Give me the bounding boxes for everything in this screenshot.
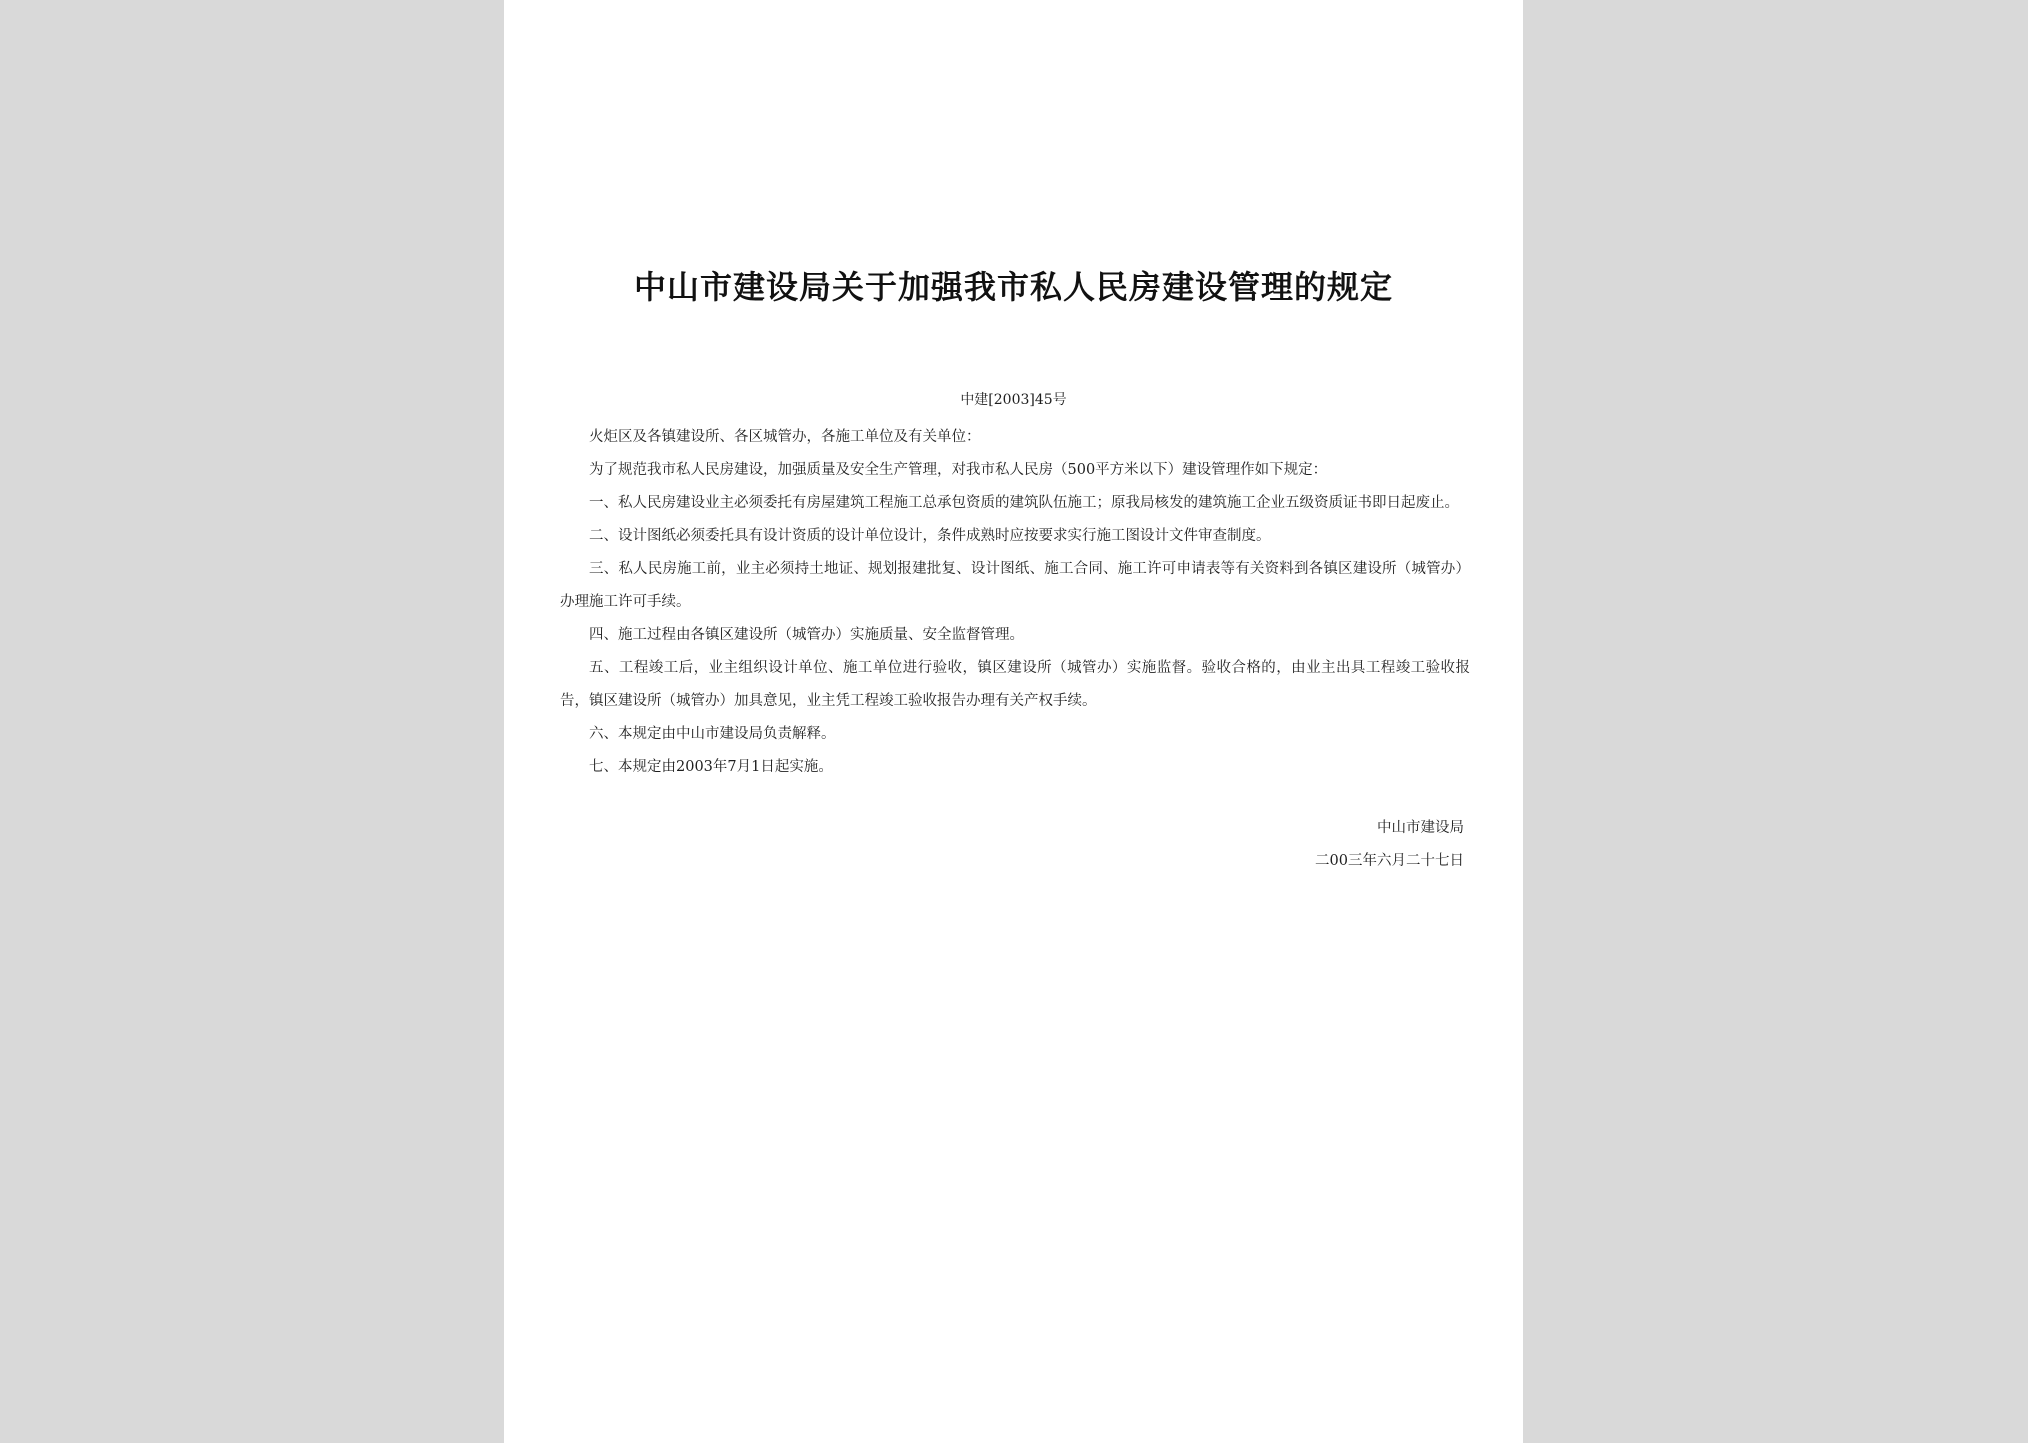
clause-3-paragraph: 三、私人民房施工前，业主必须持土地证、规划报建批复、设计图纸、施工合同、施工许可申请表等有关资料到各镇区建设所（城管办）办理施工许可手续。	[560, 561, 1470, 610]
clause-2-paragraph: 二、设计图纸必须委托具有设计资质的设计单位设计，条件成熟时应按要求实行施工图设计文件审查制度。	[589, 528, 1271, 544]
clause-4-paragraph: 四、施工过程由各镇区建设所（城管办）实施质量、安全监督管理。	[589, 627, 1024, 643]
document-body	[560, 421, 1470, 784]
document-number: 中建[2003]45号	[960, 392, 1067, 408]
issuer-name: 中山市建设局	[1377, 820, 1464, 836]
clause-6-paragraph: 六、本规定由中山市建设局负责解释。	[589, 726, 836, 742]
signature-block	[1315, 812, 1464, 878]
clause-1-paragraph: 一、私人民房建设业主必须委托有房屋建筑工程施工总承包资质的建筑队伍施工；原我局核发的建筑施工企业五级资质证书即日起废止。	[589, 495, 1459, 511]
document-title: 中山市建设局关于加强我市私人民房建设管理的规定	[633, 268, 1393, 306]
clause-7-paragraph: 七、本规定由2003年7月1日起实施。	[589, 759, 833, 775]
document-page	[504, 0, 1523, 1443]
salutation-paragraph: 火炬区及各镇建设所、各区城管办，各施工单位及有关单位：	[589, 429, 981, 445]
issue-date: 二00三年六月二十七日	[1315, 853, 1464, 869]
preamble-paragraph: 为了规范我市私人民房建设，加强质量及安全生产管理，对我市私人民房（500平方米以下）建设管理作如下规定：	[589, 462, 1328, 478]
clause-5-paragraph: 五、工程竣工后，业主组织设计单位、施工单位进行验收，镇区建设所（城管办）实施监督。验收合格的，由业主出具工程竣工验收报告，镇区建设所（城管办）加具意见，业主凭工程竣工验收报告办理有关产权手续。	[560, 660, 1470, 709]
